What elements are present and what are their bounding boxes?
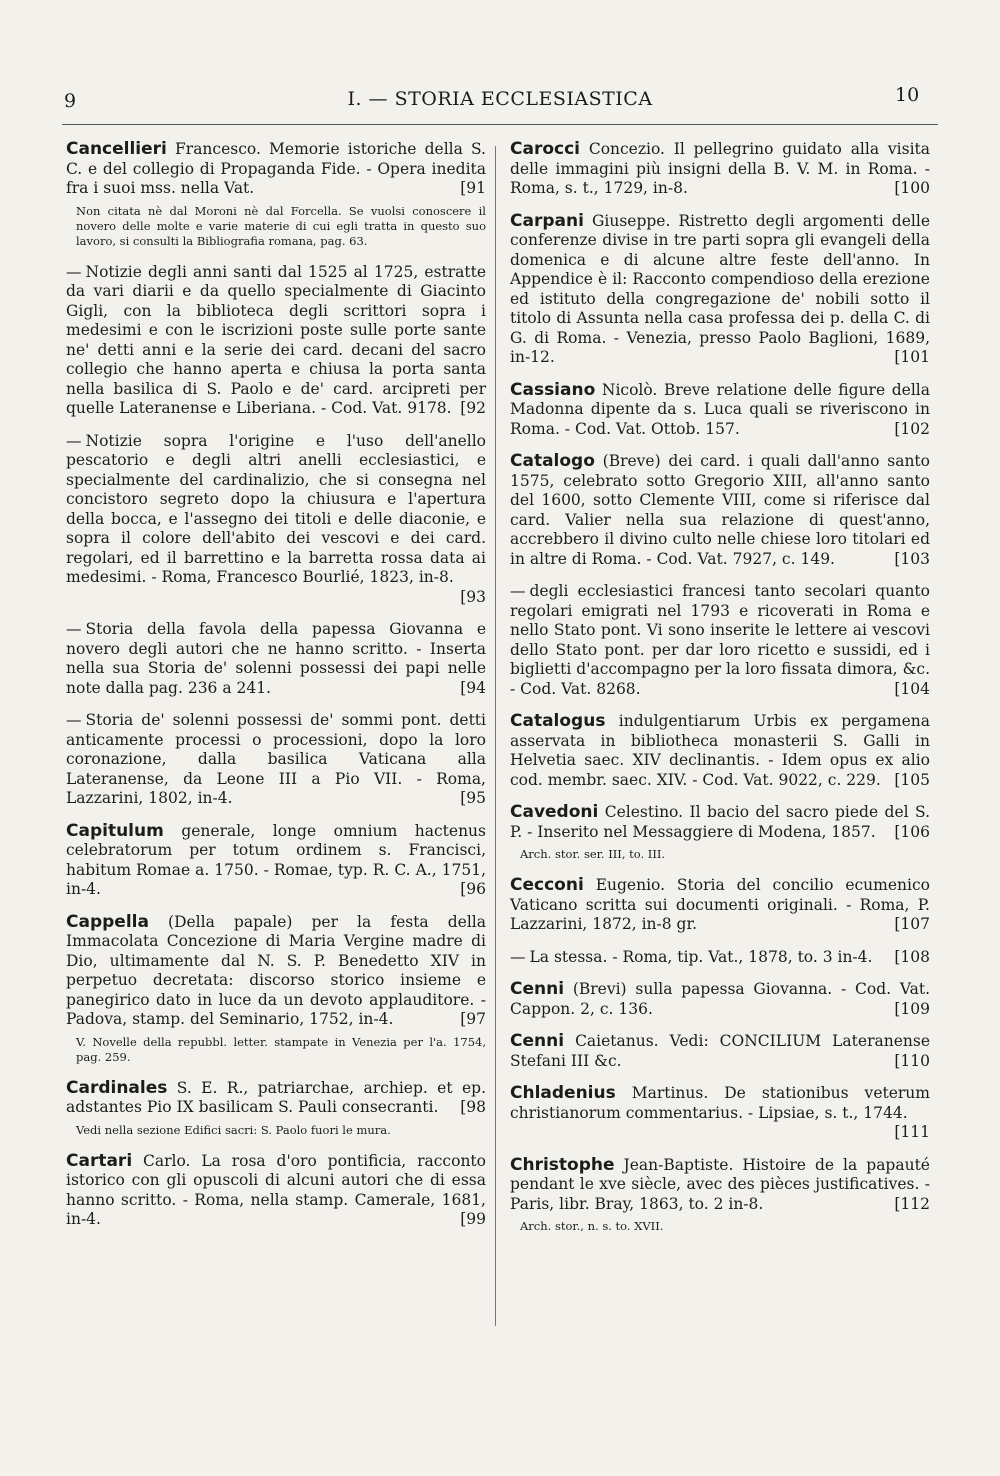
entry-text: Celestino. Il bacio del sacro piede del S. P. - Inserito nel Messaggiere di Modena, 1857.	[510, 803, 930, 841]
header-rule	[62, 124, 938, 125]
page-header	[0, 84, 1000, 124]
entry-heading: Catalogus	[510, 711, 606, 731]
bibliography-entry	[66, 140, 486, 199]
running-title: I. — STORIA ECCLESIASTICA	[347, 88, 653, 110]
bibliography-entry	[510, 876, 930, 935]
repeat-dash: —	[66, 431, 82, 450]
entry-heading: Cappella	[66, 911, 149, 932]
bibliography-entry	[66, 432, 486, 608]
entry-text: Eugenio. Storia del concilio ecumenico Vaticano scritta sui documenti originali. - Roma, P. Lazzarini, 1872, in-8 gr.	[510, 876, 930, 933]
entry-text: La stessa. - Roma, tip. Vat., 1878, to. 3 in-4.	[529, 947, 873, 966]
entry-number: [98	[460, 1098, 486, 1116]
right-column	[510, 140, 930, 1248]
bibliography-entry	[510, 803, 930, 842]
entry-number: [100	[894, 179, 930, 197]
bibliography-entry	[510, 1032, 930, 1071]
bibliography-entry	[66, 1152, 486, 1230]
entry-heading: Cancellieri	[66, 139, 167, 159]
entry-number: [91	[460, 179, 486, 197]
entry-heading: Cavedoni	[510, 802, 599, 822]
bibliography-entry	[66, 620, 486, 698]
entry-note: Arch. stor. ser. III, to. III.	[520, 847, 666, 861]
entry-heading: Cartari	[66, 1150, 133, 1171]
entry-heading: Capitulum	[66, 820, 164, 841]
entry-text: (Della papale) per la festa della Immacolata Concezione di Maria Vergine madre di Dio, ultimamente dal N. S. P. Benedetto XIV in perpetuo decretata: discorso storico insieme e panegirico dato in luce da un devoto applauditore. - Padova, stamp. del Seminario, 1752, in-4.	[66, 912, 486, 1028]
entry-number: [106	[894, 822, 930, 841]
bibliography-entry	[510, 1156, 930, 1215]
entry-text: generale, longe omnium hactenus celebratorum per totum ordinem s. Francisci, habitum Romae a. 1750. - Romae, typ. R. C. A., 1751, in-4.	[66, 821, 486, 898]
column-divider	[495, 146, 496, 1326]
entry-number: [94	[460, 678, 486, 697]
entry-note: Arch. stor., n. s. to. XVII.	[520, 1219, 664, 1233]
entry-text: indulgentiarum Urbis ex pergamena asservata in bibliotheca monasterii S. Galli in Helvetia saec. XIV declinantis. - Idem opus ex alio cod. membr. saec. XIV. - Cod. Vat. 9022, c. 229.	[510, 712, 930, 789]
entry-text: Martinus. De stationibus veterum christianorum commentarius. - Lipsiae, s. t., 1744.	[510, 1084, 930, 1122]
entry-note: V. Novelle della repubbl. letter. stampate in Venezia per l'a. 1754, pag. 259.	[76, 1034, 486, 1064]
bibliography-entry	[66, 711, 486, 809]
entry-text: S. E. R., patriarchae, archiep. et ep. adstantes Pio IX basilicam S. Pauli consecranti.	[66, 1078, 486, 1116]
entry-heading: Catalogo	[510, 451, 595, 471]
bibliography-entry	[66, 1079, 486, 1118]
entry-heading: Cardinales	[66, 1077, 168, 1098]
entry-number: [99	[460, 1210, 486, 1228]
entry-number: [104	[894, 679, 930, 698]
left-column	[66, 140, 486, 1243]
entry-number: [95	[460, 789, 486, 807]
entry-heading: Carpani	[510, 210, 584, 231]
bibliography-entry	[510, 452, 930, 569]
page-number-left: 9	[64, 90, 77, 112]
entry-heading: Cenni	[510, 979, 565, 999]
entry-text: Concezio. Il pellegrino guidato alla visita delle immagini più insigni della B. V. M. in Roma. - Roma, s. t., 1729, in-8.	[510, 140, 930, 197]
entry-number: [103	[894, 549, 930, 568]
entry-text: degli ecclesiastici francesi tanto secolari quanto regolari emigrati nel 1793 e ricoverati in Roma e nello Stato pont. Vi sono inserite le lettere ai vescovi dello Stato pont. per dar loro ricetto e sussidi, ed i biglietti d'accompagno per la loro fissata dimora, &c. - Cod. Vat. 8268.	[510, 582, 930, 698]
entry-number: [93	[460, 587, 486, 606]
bibliography-entry	[510, 212, 930, 368]
repeat-dash: —	[510, 947, 526, 966]
entry-number: [97	[460, 1010, 486, 1028]
entry-text: Giuseppe. Ristretto degli argomenti delle conferenze divise in tre parti sopra gli evangeli della domenica e di alcune altre feste dell'anno. In Appendice è il: Racconto compendioso della erezione ed istituto della congregazione de' nobili sotto il titolo di Assunta nella casa professa dei p. della C. di G. di Roma. - Venezia, presso Paolo Baglioni, 1689, in-12.	[510, 211, 930, 366]
entry-text: Caietanus. Vedi: CONCILIUM Lateranense Stefani III &c.	[510, 1032, 930, 1070]
entry-note: Vedi nella sezione Edifici sacri: S. Paolo fuori le mura.	[76, 1122, 391, 1137]
page-number-right: 10	[895, 84, 920, 106]
entry-text: (Breve) dei card. i quali dall'anno santo 1575, celebrato sotto Gregorio XIII, all'anno santo del 1600, sotto Clemente VIII, come si riferisce dal card. Valier nella sua relazione di quest'anno, accrebbero il divino culto nelle chiese loro titolari ed in altre di Roma. - Cod. Vat. 7927, c. 149.	[510, 452, 930, 568]
bibliography-entry	[510, 1084, 930, 1143]
bibliography-entry	[510, 582, 930, 699]
entry-number: [96	[460, 880, 486, 898]
entry-text: Notizie degli anni santi dal 1525 al 1725, estratte da vari diarii e da quello specialmente di Giacinto Gigli, con la biblioteca degli scrittori sopra i medesimi e con le iscrizioni poste sulle porte sante ne' detti anni e la serie dei card. decani del sacro collegio che hanno aperta e chiusa la porta santa nella basilica di S. Paolo e de' card. arcipreti per quelle Lateranense e Liberiana. - Cod. Vat. 9178.	[66, 262, 486, 417]
repeat-dash: —	[66, 620, 82, 638]
bibliography-entry	[510, 381, 930, 440]
entry-number: [111	[894, 1123, 930, 1141]
bibliography-entry	[510, 712, 930, 790]
bibliography-entry	[66, 913, 486, 1030]
entry-text: Storia della favola della papessa Giovanna e novero degli autori che ne hanno scritto. - Inserta nella sua Storia de' solenni possessi dei papi nelle note dalla pag. 236 a 241.	[66, 620, 486, 697]
bibliography-entry	[510, 140, 930, 199]
bibliography-entry	[510, 980, 930, 1019]
repeat-dash: —	[66, 262, 82, 281]
entry-heading: Cassiano	[510, 379, 596, 400]
entry-heading: Cecconi	[510, 875, 584, 895]
entry-text: (Brevi) sulla papessa Giovanna. - Cod. Vat. Cappon. 2, c. 136.	[510, 980, 930, 1018]
entry-note: Non citata nè dal Moroni nè dal Forcella. Se vuolsi conoscere il novero delle molte e varie materie di cui egli tratta in questo suo lavoro, si consulti la Bibliografia romana, pag. 63.	[76, 203, 486, 248]
entry-number: [102	[894, 419, 930, 438]
entry-text: Carlo. La rosa d'oro pontificia, racconto istorico con gli opuscoli di alcuni autori che di essa hanno scritto. - Roma, nella stamp. Camerale, 1681, in-4.	[66, 1151, 486, 1228]
bibliography-entry	[66, 263, 486, 419]
entry-number: [109	[894, 999, 930, 1018]
repeat-dash: —	[510, 582, 526, 600]
entry-number: [112	[894, 1194, 930, 1213]
entry-heading: Cenni	[510, 1031, 565, 1051]
entry-number: [105	[894, 770, 930, 789]
entry-heading: Carocci	[510, 139, 580, 159]
entry-text: Jean-Baptiste. Histoire de la papauté pendant le xve siècle, avec des pièces justificatives. - Paris, libr. Bray, 1863, to. 2 in-8.	[510, 1155, 930, 1213]
entry-number: [92	[460, 399, 486, 417]
entry-text: Notizie sopra l'origine e l'uso dell'anello pescatorio e degli altri anelli ecclesiastici, e specialmente del cardinalizio, che si consegna nel concistoro segreto dopo la chiusura e l'apertura della bocca, e l'assegno dei titoli e delle diaconie, e sopra il colore dell'abito dei vescovi e dei card. regolari, ed il barrettino e la barretta rossa data ai medesimi. - Roma, Francesco Bourlié, 1823, in-8.	[66, 431, 486, 586]
entry-number: [108	[894, 947, 930, 966]
entry-heading: Christophe	[510, 1154, 615, 1175]
bibliography-entry	[66, 822, 486, 900]
entry-heading: Chladenius	[510, 1083, 616, 1103]
entry-number: [107	[894, 915, 930, 933]
bibliography-entry	[510, 948, 930, 968]
repeat-dash: —	[66, 711, 82, 729]
entry-text: Francesco. Memorie istoriche della S. C. e del collegio di Propaganda Fide. - Opera inedita fra i suoi mss. nella Vat.	[66, 140, 486, 197]
entry-number: [110	[894, 1051, 930, 1070]
entry-text: Storia de' solenni possessi de' sommi pont. detti anticamente processi o processioni, dopo la loro coronazione, dalla basilica Vaticana alla Lateranense, da Leone III a Pio VII. - Roma, Lazzarini, 1802, in-4.	[66, 711, 486, 807]
entry-number: [101	[894, 348, 930, 366]
entry-text: Nicolò. Breve relatione delle figure della Madonna dipente da s. Luca quali se riveriscono in Roma. - Cod. Vat. Ottob. 157.	[510, 380, 930, 438]
